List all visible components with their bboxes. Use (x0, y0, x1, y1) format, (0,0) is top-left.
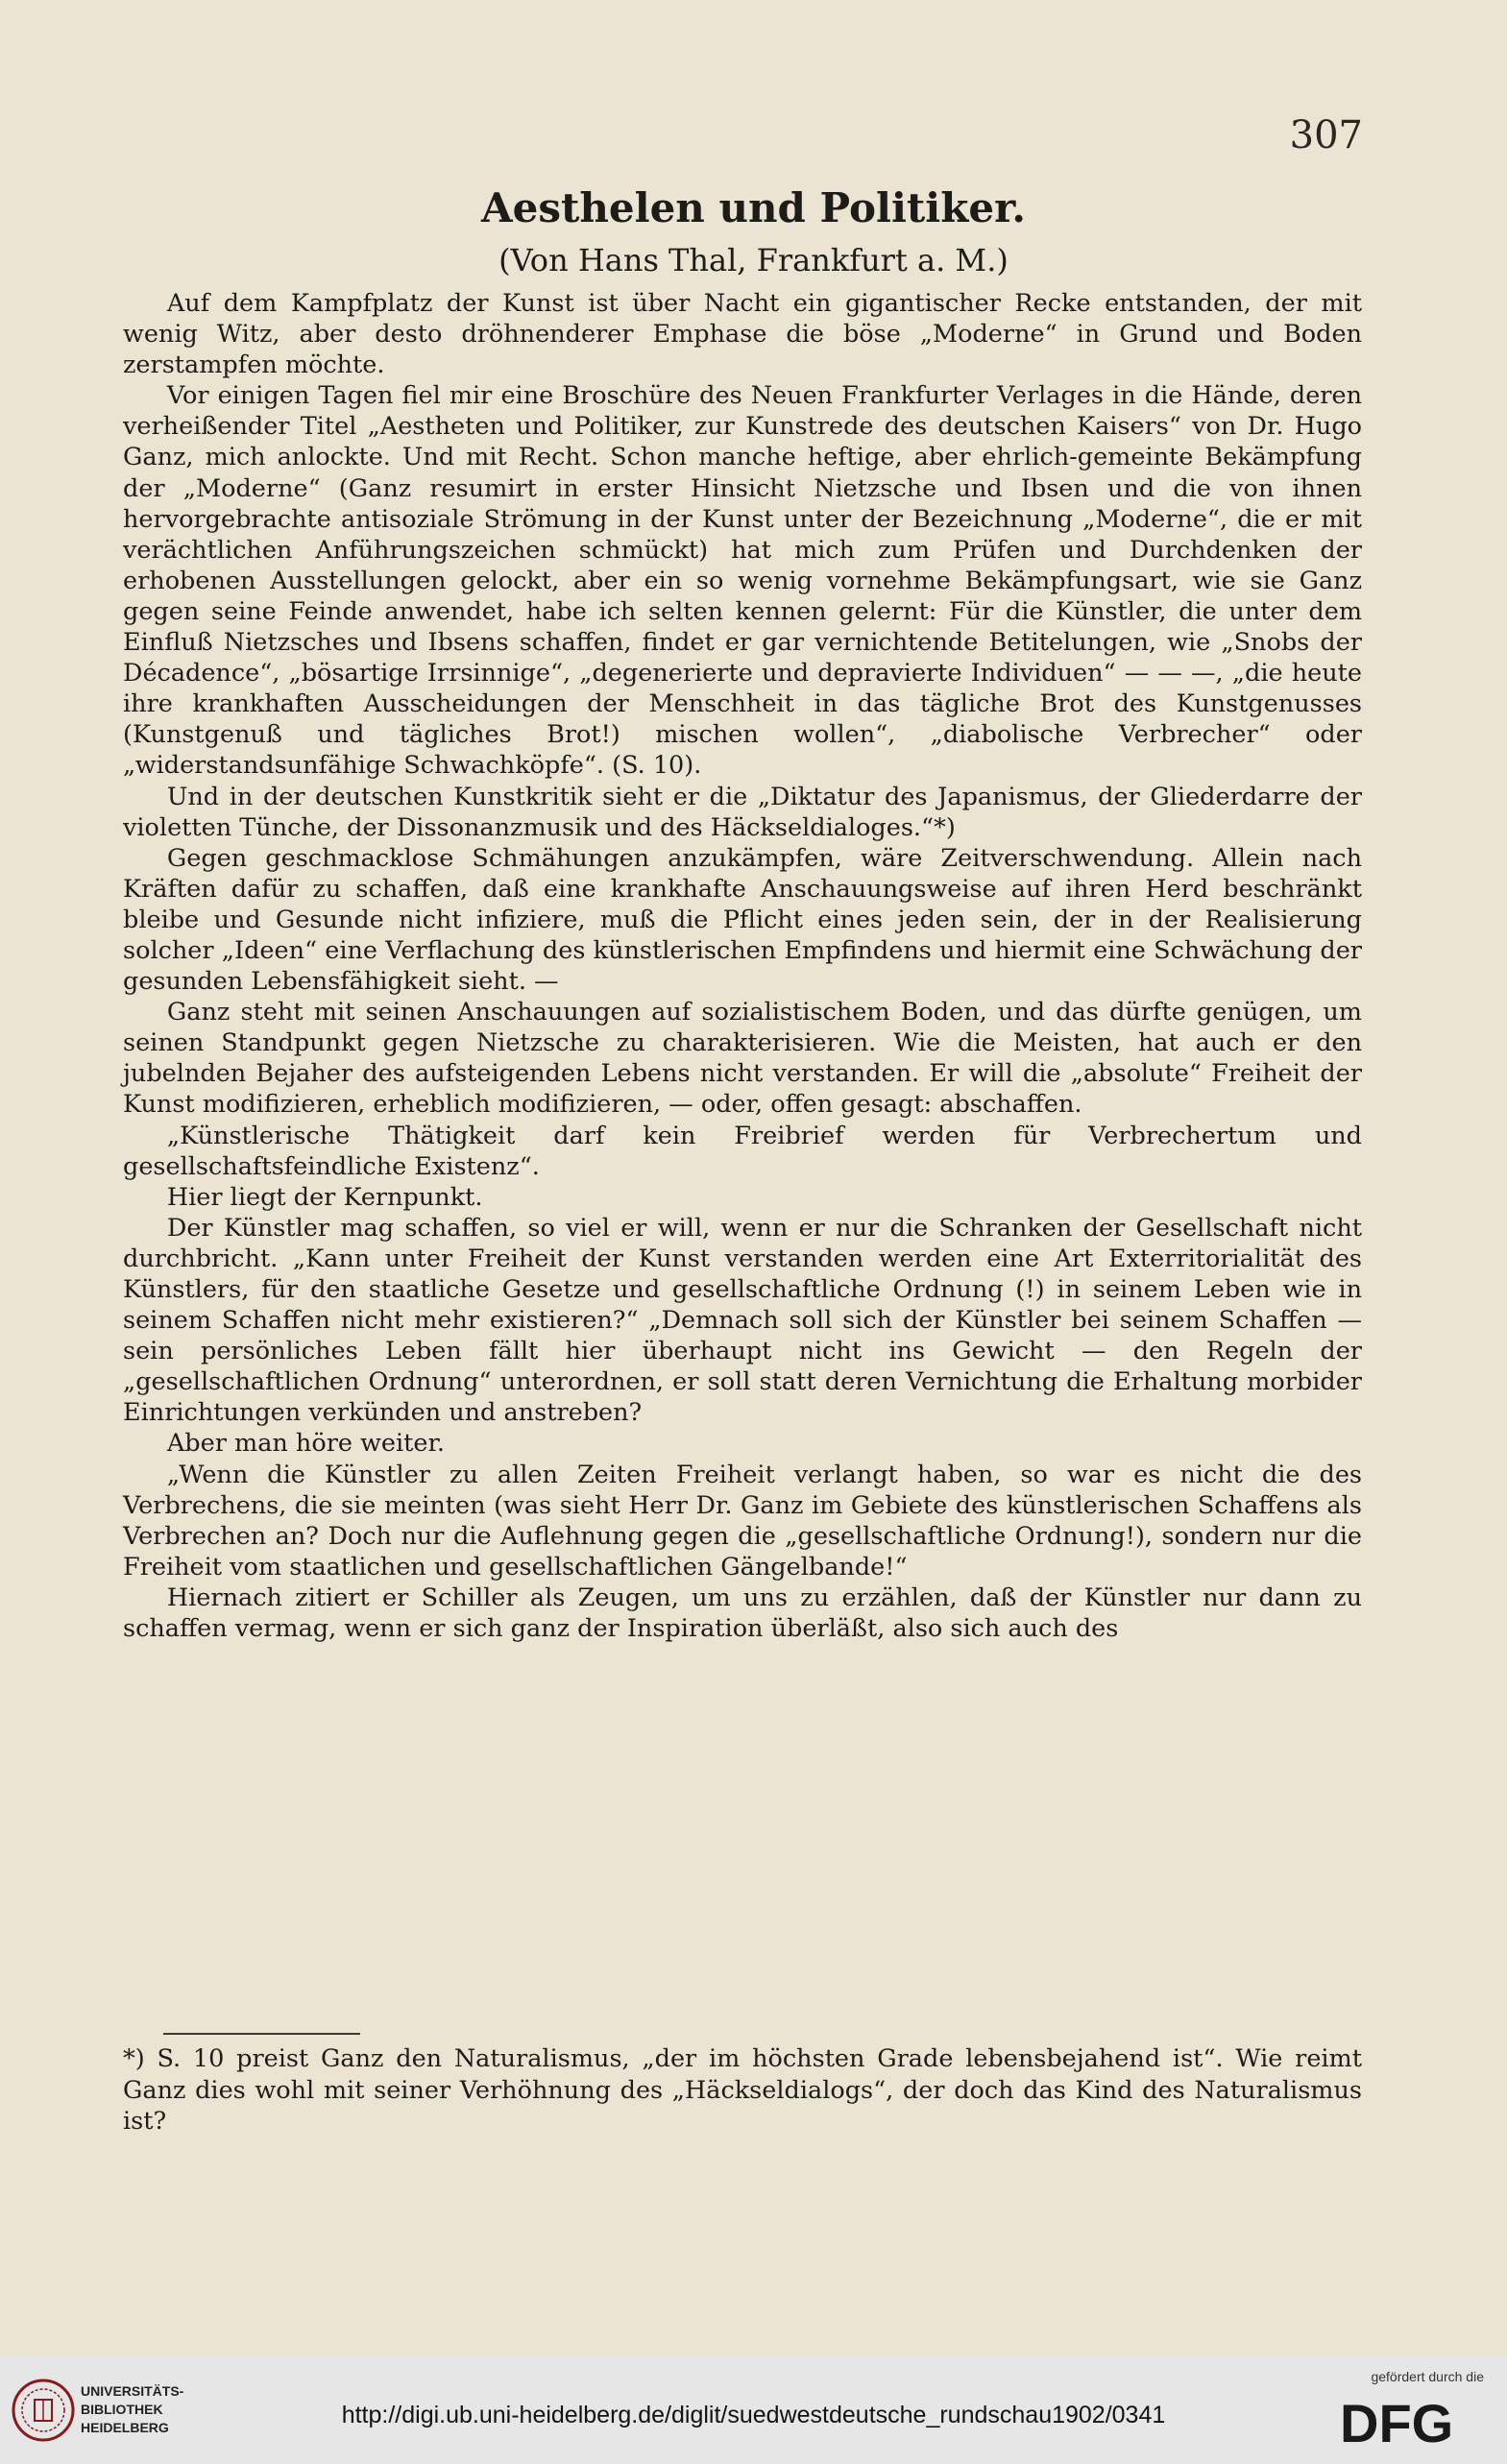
funding-caption: gefördert durch die (1371, 2369, 1484, 2384)
paragraph: Hiernach zitiert er Schiller als Zeugen, um uns zu erzählen, daß der Künstler nur dann zu schaffen vermag, wenn er sich ganz der Inspiration überläßt, also sich auch des (123, 1582, 1362, 1644)
footnote-divider (163, 2033, 360, 2035)
paragraph: Aber man höre weiter. (166, 1429, 445, 1459)
paragraph: Gegen geschmacklose Schmähungen anzukämpfen, wäre Zeitverschwendung. Allein nach Kräften dafür zu schaffen, daß eine krankhafte Anschauungsweise auf ihren Herd beschränkt bleibe und Gesunde nicht infiziere, muß die Pflicht eines jeden sein, der in der Realisierung solcher „Ideen“ eine Verflachung des künstlerischen Empfindens und hiermit eine Schwächung der gesunden Lebensfähigkeit sieht. — (123, 843, 1362, 997)
article-byline: (Von Hans Thal, Frankfurt a. M.) (498, 242, 1009, 278)
dfg-logo-icon[interactable] (1340, 2394, 1484, 2450)
permalink-url[interactable]: http://digi.ub.uni-heidelberg.de/diglit/suedwestdeutsche_rundschau1902/0341 (341, 2402, 1166, 2428)
dfg-logo-text: DFG (1340, 2394, 1454, 2450)
paragraph: Hier liegt der Kernpunkt. (166, 1182, 483, 1212)
paragraph: Ganz steht mit seinen Anschauungen auf sozialistischem Boden, und das dürfte genügen, um seinen Standpunkt gegen Nietzsche zu charakterisieren. Wie die Meisten, hat auch er den jubelnden Bejaher des aufsteigenden Lebens nicht verstanden. Er will die „absolute“ Freiheit der Kunst modifizieren, erheblich modifizieren, — oder, offen gesagt: abschaffen. (123, 998, 1362, 1120)
footnote (123, 2043, 1362, 2138)
paragraph: „Wenn die Künstler zu allen Zeiten Freiheit verlangt haben, so war es nicht die des Verbrechens, die sie meinten (was sieht Herr Dr. Ganz im Gebiete des künstlerischen Schaffens als Verbrechen an? Doch nur die Auflehnung gegen die „gesellschaftliche Ordnung!), sondern nur die Freiheit vom staatlichen und gesellschaftlichen Gängelbande!“ (123, 1460, 1362, 1582)
article-title: Aesthelen und Politiker. (481, 184, 1026, 231)
paragraph: „Künstlerische Thätigkeit darf kein Freibrief werden für Verbrechertum und gesellschaftsfeindliche Existenz“. (123, 1121, 1362, 1181)
paragraph: Der Künstler mag schaffen, so viel er will, wenn er nur die Schranken der Gesellschaft nicht durchbricht. „Kann unter Freiheit der Kunst verstanden werden eine Art Exterritorialität des Künstlers, für den staatliche Gesetze und gesellschaftliche Ordnung (!) in seinem Leben wie in seinem Schaffen nicht mehr existieren?“ „Demnach soll sich der Künstler bei seinem Schaffen — sein persönliches Leben fällt hier überhaupt nicht ins Gewicht — den Regeln der „gesellschaftlichen Ordnung“ unterordnen, er soll statt deren Vernichtung die Erhaltung morbider Einrichtungen verkünden und anstreben? (123, 1213, 1362, 1428)
article-body (123, 288, 1362, 1644)
footnote-text: *) S. 10 preist Ganz den Naturalismus, „der im höchsten Grade lebensbejahend ist“. Wie reimt Ganz dies wohl mit seiner Verhöhnung des „Häckseldialogs“, der doch das Kind des Naturalismus ist? (123, 2044, 1362, 2136)
paragraph: Vor einigen Tagen fiel mir eine Broschüre des Neuen Frankfurter Verlages in die Hände, deren verheißender Titel „Aestheten und Politiker, zur Kunstrede des deutschen Kaisers“ von Dr. Hugo Ganz, mich anlockte. Und mit Recht. Schon manche heftige, aber ehrlich-gemeinte Bekämpfung der „Moderne“ (Ganz resumirt in erster Hinsicht Nietzsche und Ibsen und die von ihnen hervorgebrachte antisoziale Strömung in der Kunst unter der Bezeichnung „Moderne“, die er mit verächtlichen Anführungszeichen schmückt) hat mich zum Prüfen und Durchdenken der erhobenen Ausstellungen gelockt, aber ein so wenig vornehme Bekämpfungsart, wie sie Ganz gegen seine Feinde anwendet, habe ich selten kennen gelernt: Für die Künstler, die unter dem Einfluß Nietzsches und Ibsens schaffen, findet er gar vernichtende Betitelungen, wie „Snobs der Décadence“, „bösartige Irrsinnige“, „degenerierte und depravierte Individuen“ — — —, „die heute ihre krankhaften Ausscheidungen der Menschheit in das tägliche Brot des Kunstgenusses (Kunstgenuß und tägliches Brot!) mischen wollen“, „diabolische Verbrecher“ oder „widerstandsunfähige Schwachköpfe“. (S. 10). (123, 381, 1362, 781)
funder-block (1321, 2369, 1484, 2455)
institution-name: UNIVERSITÄTS- BIBLIOTHEK HEIDELBERG (81, 2383, 184, 2435)
paragraph: Auf dem Kampfplatz der Kunst ist über Nacht ein gigantischer Recke entstanden, der mit wenig Witz, aber desto dröhnenderer Emphase die böse „Moderne“ in Grund und Boden zerstampfen möchte. (123, 289, 1362, 380)
paragraph: Und in der deutschen Kunstkritik sieht er die „Diktatur des Japanismus, der Gliederdarre der violetten Tünche, der Dissonanzmusik und des Häckseldialoges.“*) (123, 782, 1362, 842)
page-number: 307 (1289, 113, 1363, 157)
viewer-footer (0, 2355, 1507, 2464)
